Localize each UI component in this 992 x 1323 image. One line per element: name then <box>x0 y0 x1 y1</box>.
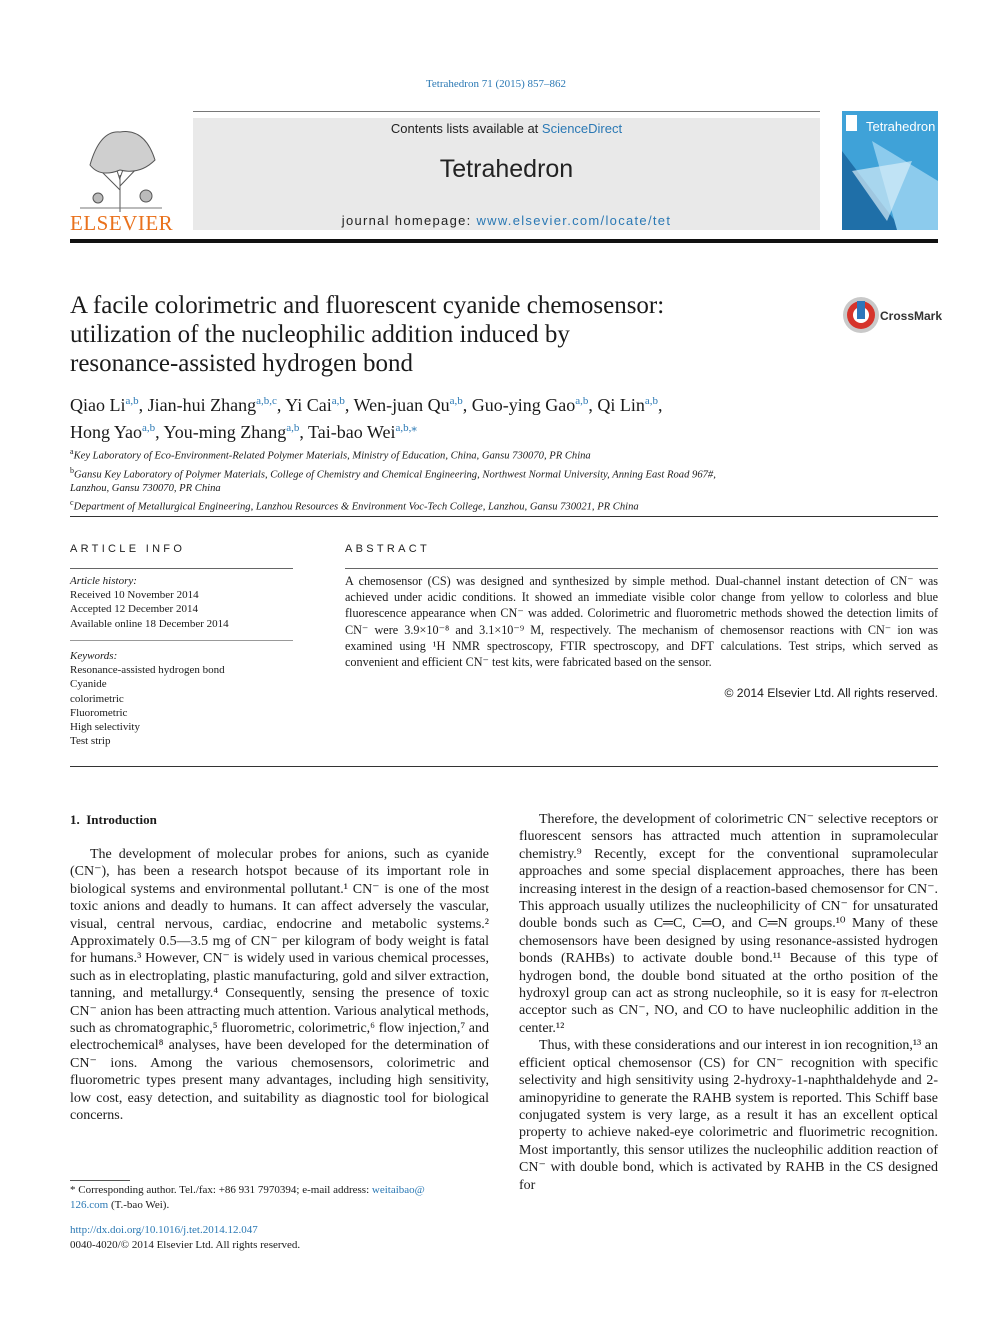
article-history <box>70 574 293 631</box>
journal-name: Tetrahedron <box>439 155 574 183</box>
article-info-heading: ARTICLE INFO <box>70 543 186 555</box>
doi-link[interactable]: http://dx.doi.org/10.1016/j.tet.2014.12.047 <box>70 1224 258 1236</box>
journal-citation[interactable]: Tetrahedron 71 (2015) 857–862 <box>425 78 567 90</box>
author[interactable]: Guo-ying Gao$^{a,b}$, <box>471 395 598 415</box>
body-column-right <box>519 811 938 1194</box>
author[interactable]: Jian-hui Zhang$^{a,b,c}$, <box>147 395 286 415</box>
body-paragraph: Thus, with these considerations and our interest in ion recognition,¹³ an efficient optical chemosensor (CS) for CN⁻ recognition with specific selectivity and high sensitivity using 2-hydroxy-1-naphthaldehyde and 2-aminopyridine to generate the RAHB system is reported. This Schiff base conjugated system is very large, as a result it has an excellent optical property to achieve naked-eye colorimetric and fluorimetric recognition. Most importantly, this sensor utilizes the nucleophilic addition reaction of CN⁻ with double bond, which is activated by RAHB in the CS designed for <box>519 1038 938 1193</box>
affiliation: $^a$Key Laboratory of Eco-Environment-Related Polymer Materials, Ministry of Education, China, Gansu 730070, PR China <box>70 447 591 462</box>
keyword: colorimetric <box>70 692 124 705</box>
email-suffix: (T.-bao Wei). <box>108 1198 170 1211</box>
affiliations <box>70 445 938 515</box>
divider <box>70 766 938 767</box>
divider <box>70 568 293 569</box>
crossmark-label[interactable]: CrossMark <box>880 309 943 323</box>
author[interactable]: Wen-juan Qu$^{a,b}$, <box>353 395 472 415</box>
title-line: resonance-assisted hydrogen bond <box>70 350 413 377</box>
body-column-left <box>70 846 489 1125</box>
keyword: Test strip <box>70 735 111 748</box>
author[interactable]: You-ming Zhang$^{a,b}$, <box>163 422 309 442</box>
contents-prefix: Contents lists available at <box>390 121 542 136</box>
sciencedirect-link[interactable]: ScienceDirect <box>541 121 623 136</box>
header-thick-rule <box>70 239 938 243</box>
footnote-rule <box>70 1180 130 1181</box>
keyword: Cyanide <box>70 678 107 691</box>
section-heading-introduction: 1. Introduction <box>70 812 157 827</box>
divider <box>70 516 938 517</box>
body-paragraph: The development of molecular probes for anions, such as cyanide (CN⁻), has been a research hotspot because of its important role in biological systems and environmental pollutant.¹ CN⁻ is one of the most toxic anions and deadly to humans. It can affect adversely the vascular, visual, central nervous, cardiac, endocrine and metabolic systems.² Approximately 0.5—3.5 mg of CN⁻ per kilogram of body weight is fatal for humans.³ However, CN⁻ is widely used in various chemical processes, such as in electroplating, plastic manufacturing, gold and silver extraction, tanning, and metallurgy.⁴ Consequently, sensing the presence of toxic CN⁻ anion has been attracting much attention. Various analytical methods, such as chromatographic,⁵ fluorometric, colorimetric,⁶ flow injection,⁷ and electrochemical⁸ analyses, have been developed for the determination of CN⁻ ions. Among the various chemosensors, colorimetric and fluorometric types present many advantages, including high sensitivity, low cost, easy detection, and suitability as diagnostic tool for biological concerns. <box>70 847 489 1124</box>
history-label: Article history: <box>70 575 137 587</box>
keyword: Fluorometric <box>70 706 128 719</box>
homepage-prefix: journal homepage: <box>341 213 477 228</box>
issn-line: 0040-4020/© 2014 Elsevier Ltd. All rights reserved. <box>70 1239 301 1251</box>
header-top-rule <box>193 111 820 112</box>
author-list <box>70 390 938 444</box>
body-paragraph: Therefore, the development of colorimetric CN⁻ selective receptors or fluorescent sensors has attracted much attention in supramolecular chemistry.⁹ Recently, except for the conventional supramolecular approaches and some special displacement approaches, there has been increasing interest in the design of a reaction-based chemosensor for CN⁻. This approach usually utilizes the nucleophilicity of CN⁻ for unsaturated double bonds such as C═C, C═O, and C═N groups.¹⁰ Many of these chemosensors have been designed by using resonance-assisted hydrogen bonds (RAHBs) to activate double bond.¹¹ Because of this type of hydrogen bond, the double bond situated at the ortho position of the hydroxyl group can act as strong nucleophile, so it is easy for π-electron acceptor such as CN⁻, NO, and CO to have nucleophilic addition in the center.¹² <box>519 812 938 1036</box>
contents-line <box>193 121 820 136</box>
author[interactable]: Yi Cai$^{a,b}$, <box>285 395 354 415</box>
abstract-copyright: © 2014 Elsevier Ltd. All rights reserved. <box>724 686 938 700</box>
abstract-text: A chemosensor (CS) was designed and synthesized by simple method. Dual-channel instant detection of CN⁻ was achieved under acidic conditions. It showed an immediate visible color change from yellow to colorless and blue fluorescence appearance when CN⁻ was added. Colorimetric and fluorometric methods showed the detection limits of CN⁻ were 3.9×10⁻⁸ and 3.1×10⁻⁹ M, respectively. The mechanism of chemosensor reactions with CN⁻ ion was examined using ¹H NMR spectroscopy, FTIR spectroscopy, and DFT calculations. Test strips, which served as convenient and efficient CN⁻ test kits, were fabricated based on the sensor. <box>345 574 938 670</box>
paper-title <box>70 291 770 378</box>
email-link[interactable]: weitaibao@ <box>371 1184 425 1196</box>
affiliation: $^c$Department of Metallurgical Engineering, Lanzhou Resources & Environment Voc-Tech College, Lanzhou, Gansu 730021, PR China <box>70 498 639 513</box>
history-received: Received 10 November 2014 <box>70 589 199 602</box>
email-link[interactable]: 126.com <box>70 1198 109 1211</box>
elsevier-tree-logo <box>70 120 172 220</box>
author-corresponding[interactable]: Tai-bao Wei$^{a,b,⁎}$ <box>308 422 417 442</box>
journal-cover <box>842 111 938 230</box>
homepage-link[interactable]: www.elsevier.com/locate/tet <box>476 213 672 228</box>
journal-homepage <box>193 213 820 228</box>
corresponding-text: * Corresponding author. Tel./fax: +86 931 7970394; e-mail address: <box>70 1184 372 1196</box>
author[interactable]: Qi Lin$^{a,b}$, <box>597 395 663 415</box>
author[interactable]: Hong Yao$^{a,b}$, <box>70 422 164 442</box>
title-line: A facile colorimetric and fluorescent cyanide chemosensor: <box>70 292 665 319</box>
elsevier-wordmark: ELSEVIER <box>70 211 174 235</box>
title-line: utilization of the nucleophilic addition induced by <box>70 321 570 348</box>
divider <box>345 568 938 569</box>
cover-title: Tetrahedron <box>866 119 936 134</box>
keyword: Resonance-assisted hydrogen bond <box>70 664 225 677</box>
author-line <box>70 390 938 417</box>
keywords <box>70 649 293 748</box>
keyword: High selectivity <box>70 721 140 734</box>
author[interactable]: Qiao Li$^{a,b}$, <box>70 395 148 415</box>
keywords-label: Keywords: <box>70 650 118 662</box>
corresponding-footnote <box>70 1183 489 1212</box>
abstract-heading: ABSTRACT <box>345 543 431 555</box>
divider <box>70 640 293 641</box>
author-line <box>70 417 938 444</box>
history-online: Available online 18 December 2014 <box>70 617 229 630</box>
history-accepted: Accepted 12 December 2014 <box>70 603 198 616</box>
affiliation: $^b$Gansu Key Laboratory of Polymer Materials, College of Chemistry and Chemical Engineering, Northwest Normal University, Anning East Road 967#, Lanzhou, Gansu 730070, PR China <box>70 465 716 495</box>
